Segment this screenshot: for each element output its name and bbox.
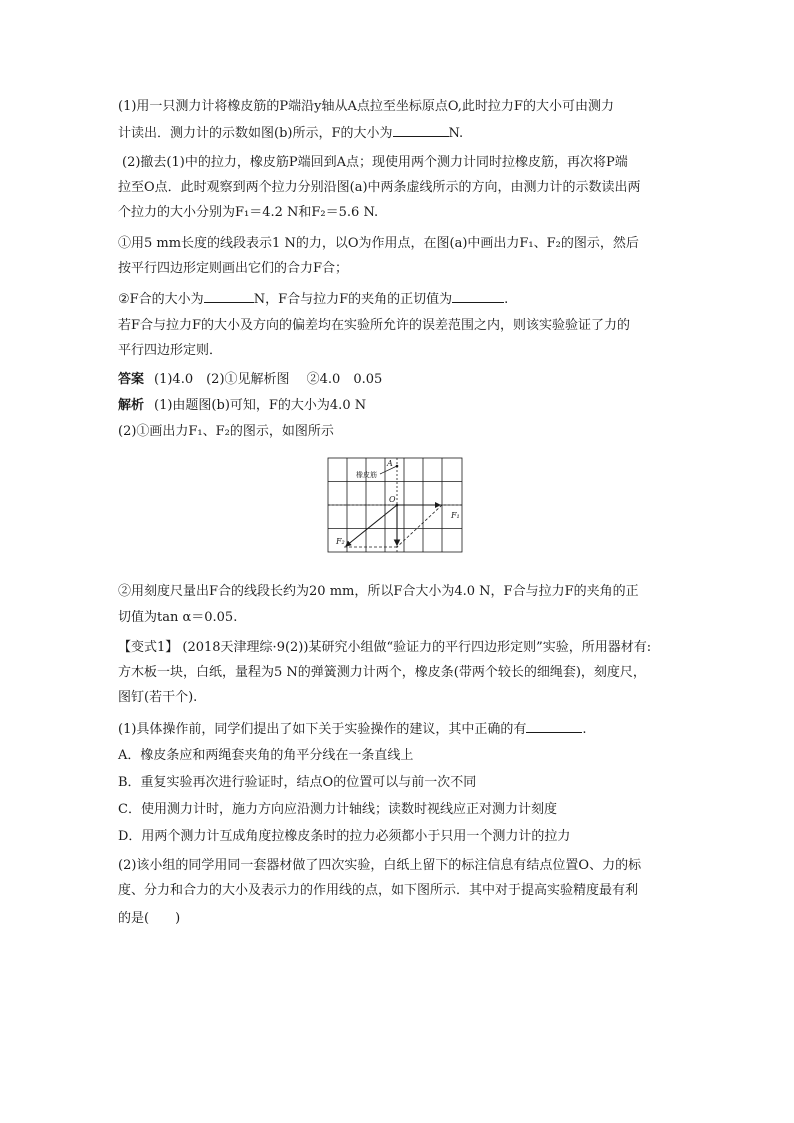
answer-blank-2 [204, 290, 254, 303]
variant-q1-line [118, 720, 587, 738]
q1-line2-unit: N. [448, 126, 464, 141]
option-c: C．使用测力计时，施力方向应沿测力计轴线；读数时视线应正对测力计刻度 [118, 802, 557, 817]
construction-lines [344, 505, 442, 547]
analysis-line2: (2)①画出力F₁、F₂的图示，如图所示 [118, 424, 334, 439]
q2-line1: (2)撤去(1)中的拉力，橡皮筋P端回到A点；现使用两个测力计同时拉橡皮筋，再次将P端 [122, 155, 628, 170]
point-o [396, 504, 399, 507]
f2-arrow [346, 505, 397, 546]
variant-q1-end: . [582, 722, 587, 737]
label-a: A [387, 459, 393, 468]
q2-conclusion-line1: 若F合与拉力F的大小及方向的偏差均在实验所允许的误差范围之内，则该实验验证了力的 [118, 318, 631, 333]
q1-line2 [118, 124, 463, 142]
q2b-line [118, 290, 508, 308]
option-b: B．重复实验再次进行验证时，结点O的位置可以与前一次不同 [118, 775, 477, 790]
q1-line2-text: 计读出．测力计的示数如图(b)所示，F的大小为 [118, 126, 393, 141]
label-o: O [389, 495, 396, 504]
q1-line1: (1)用一只测力计将橡皮筋的P端沿y轴从A点拉至坐标原点O,此时拉力F的大小可由测力 [118, 99, 614, 114]
variant-q2-line1: (2)该小组的同学用同一套器材做了四次实验，白纸上留下的标注信息有结点位置O、力的标 [118, 858, 642, 873]
q2b-text-c: . [504, 292, 509, 307]
label-f2: F₂ [336, 537, 345, 546]
variant-q2-line3: 的是( ) [118, 911, 181, 926]
q2a-line2: 按平行四边形定则画出它们的合力F合； [118, 261, 349, 276]
analysis-line4: 切值为tan α＝0.05. [118, 610, 238, 625]
q2a-line1: ①用5 mm长度的线段表示1 N的力，以O为作用点，在图(a)中画出力F₁、F₂的图示，然后 [118, 236, 639, 251]
variant-line2: 方木板一块，白纸，量程为5 N的弹簧测力计两个，橡皮条(带两个较长的细绳套)，刻度尺， [118, 665, 646, 680]
option-d: D．用两个测力计互成角度拉橡皮条时的拉力必须都小于只用一个测力计的拉力 [118, 829, 571, 844]
label-rubber-band: 橡皮筋 [356, 471, 377, 479]
answer-blank-1 [393, 124, 449, 137]
analysis-line3: ②用刻度尺量出F合的线段长约为20 mm，所以F合大小为4.0 N，F合与拉力F的夹角的正 [118, 584, 639, 599]
label-f1: F₁ [451, 511, 460, 520]
analysis-line1 [118, 398, 366, 414]
q2-conclusion-line2: 平行四边形定则． [118, 343, 223, 358]
analysis-label: 解析 [118, 398, 145, 413]
analysis-text-1: (1)由题图(b)可知，F的大小为4.0 N [154, 398, 367, 413]
answer-blank-3 [452, 290, 504, 303]
q2b-text-b: N，F合与拉力F的夹角的正切值为 [253, 292, 453, 307]
answer-text: (1)4.0 (2)①见解析图 ②4.0 0.05 [154, 372, 383, 387]
answer-blank-4 [526, 720, 582, 733]
variant-line3: 图钉(若干个). [118, 690, 198, 705]
variant-q2-line2: 度、分力和合力的大小及表示力的作用线的点，如下图所示．其中对于提高实验精度最有利 [118, 883, 639, 898]
answer-label: 答案 [118, 372, 145, 387]
variant-line1: 【变式1】 (2018天津理综·9(2))某研究小组做“验证力的平行四边形定则”实验，所用器材有: [118, 640, 652, 655]
variant-q1-text: (1)具体操作前，同学们提出了如下关于实验操作的建议，其中正确的有 [118, 722, 527, 737]
point-a [396, 465, 399, 468]
option-a: A．橡皮条应和两绳套夹角的角平分线在一条直线上 [118, 748, 414, 763]
q2-line3: 个拉力的大小分别为F₁＝4.2 N和F₂＝5.6 N. [118, 205, 379, 220]
answer-line [118, 372, 382, 388]
force-diagram [326, 456, 464, 568]
q2-line2: 拉至O点．此时观察到两个拉力分别沿图(a)中两条虚线所示的方向，由测力计的示数读出两 [118, 180, 641, 195]
q2b-text-a: ②F合的大小为 [118, 292, 204, 307]
